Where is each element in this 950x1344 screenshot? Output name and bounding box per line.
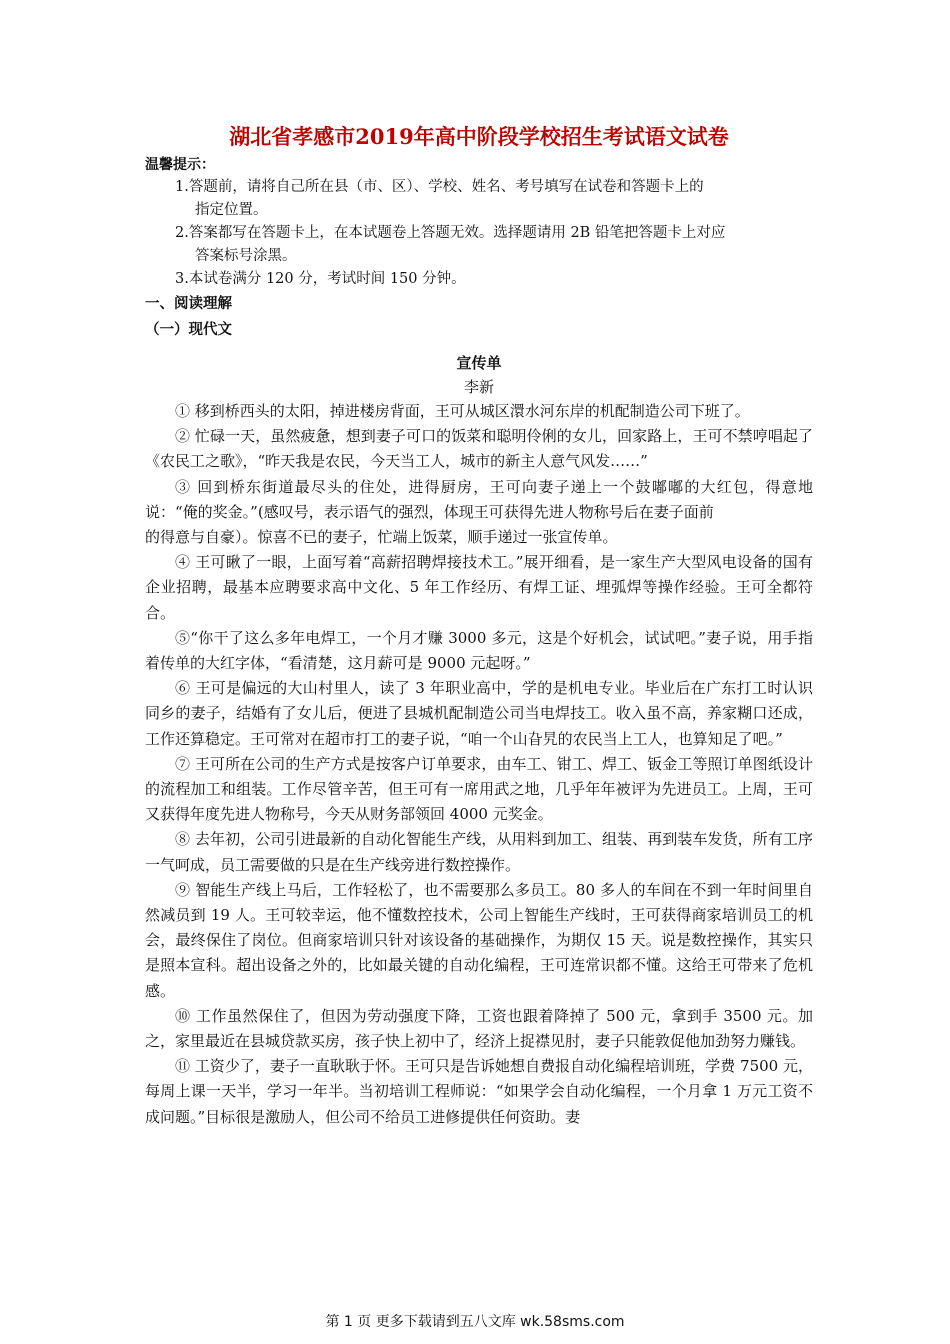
article-paragraph: ⑧ 去年初，公司引进最新的自动化智能生产线，从用料到加工、组装、再到装车发货，所有工序一气呵成，员工需要做的只是在生产线旁进行数控操作。: [145, 830, 813, 874]
tip-line: 3.本试卷满分 120 分，考试时间 150 分钟。: [175, 271, 466, 287]
tip-line: 2.答案都写在答题卡上，在本试题卷上答题无效。选择题请用 2B 铅笔把答题卡上对应: [175, 225, 726, 241]
tip-line-continued: 指定位置。: [195, 202, 268, 218]
article-title: 宣传单: [456, 354, 502, 372]
tip-item: [145, 268, 813, 291]
tip-item: [145, 222, 813, 268]
article-paragraph: ③ 回到桥东街道最尽头的住处，进得厨房，王可向妻子递上一个鼓嘟嘟的大红包，得意地说：“俺的奖金。”(感叹号，表示语气的强烈，体现王可获得先进人物称号后在妻子面前: [145, 477, 813, 521]
article-paragraph: ⑪ 工资少了，妻子一直耿耿于怀。王可只是告诉她想自费报自动化编程培训班，学费 7500 元，每周上课一天半，学习一年半。当初培训工程师说：“如果学会自动化编程，一个月拿 1 万元工资不成问题。”目标很是激励人，但公司不给员工进修提供任何资助。妻: [145, 1057, 813, 1126]
article-paragraph: ① 移到桥西头的太阳，掉进楼房背面，王可从城区澴水河东岸的机配制造公司下班了。: [175, 402, 750, 420]
article-paragraph: ⑨ 智能生产线上马后，工作轻松了，也不需要那么多员工。80 多人的车间在不到一年时间里自然减员到 19 人。王可较幸运，他不懂数控技术，公司上智能生产线时，王可获得商家培训员工的机会，最终保住了岗位。但商家培训只针对该设备的基础操作，为期仅 15 天。说是数控操作，其实只是照本宣科。超出设备之外的，比如最关键的自动化编程，王可连常识都不懂。这给王可带来了危机感。: [145, 880, 813, 1000]
page-footer: 第 1 页 更多下载请到五八文库 wk.58sms.com: [325, 1314, 625, 1330]
article-author: 李新: [463, 378, 494, 396]
page-content: [145, 122, 813, 1130]
article-paragraph: ⑦ 王可所在公司的生产方式是按客户订单要求，由车工、钳工、焊工、钣金工等照订单图纸设计的流程加工和组装。工作尽管辛苦，但王可有一席用武之地，几乎年年被评为先进员工。上周，王可又获得年度先进人物称号，今天从财务部领回 4000 元奖金。: [145, 754, 813, 824]
subsection-heading: （一）现代文: [145, 321, 232, 338]
article-paragraph: ⑥ 王可是偏远的大山村里人，读了 3 年职业高中，学的是机电专业。毕业后在广东打工时认识同乡的妻子，结婚有了女儿后，便进了县城机配制造公司当电焊技工。收入虽不高，养家糊口还成，工作还算稳定。王可常对在超市打工的妻子说，“咱一个山旮旯的农民当上工人，也算知足了吧。”: [145, 679, 813, 748]
tips-heading: 温馨提示：: [145, 157, 215, 173]
article-paragraph: ⑤“你干了这么多年电焊工，一个月才赚 3000 多元，这是个好机会，试试吧。”妻子说，用手指着传单的大红字体，“看清楚，这月薪可是 9000 元起呀。”: [145, 628, 813, 673]
exam-title: 湖北省孝感市2019年高中阶段学校招生考试语文试卷: [229, 124, 729, 149]
article-paragraph: ② 忙碌一天，虽然疲惫，想到妻子可口的饭菜和聪明伶俐的女儿，回家路上，王可不禁哼唱起了《农民工之歌》，“昨天我是农民，今天当工人，城市的新主人意气风发……”: [145, 427, 813, 471]
article-paragraph: ④ 王可瞅了一眼，上面写着“高薪招聘焊接技术工。”展开细看，是一家生产大型风电设备的国有企业招聘，最基本应聘要求高中文化、5 年工作经历、有焊工证、埋弧焊等操作经验。王可全都符合。: [145, 553, 813, 622]
article-paragraph: 的得意与自豪）。惊喜不已的妻子，忙端上饭菜，顺手递过一张宣传单。: [145, 528, 618, 547]
article-paragraph: ⑩ 工作虽然保住了，但因为劳动强度下降，工资也跟着降掉了 500 元，拿到手 3500 元。加之，家里最近在县城贷款买房，孩子快上初中了，经济上捉襟见肘，妻子只能敦促他加劲努力赚钱。: [145, 1006, 813, 1051]
tip-line-continued: 答案标号涂黑。: [195, 248, 297, 264]
tip-item: [145, 176, 813, 222]
section-heading: 一、阅读理解: [145, 295, 232, 312]
tip-line: 1.答题前，请将自己所在县（市、区）、学校、姓名、考号填写在试卷和答题卡上的: [175, 179, 704, 195]
